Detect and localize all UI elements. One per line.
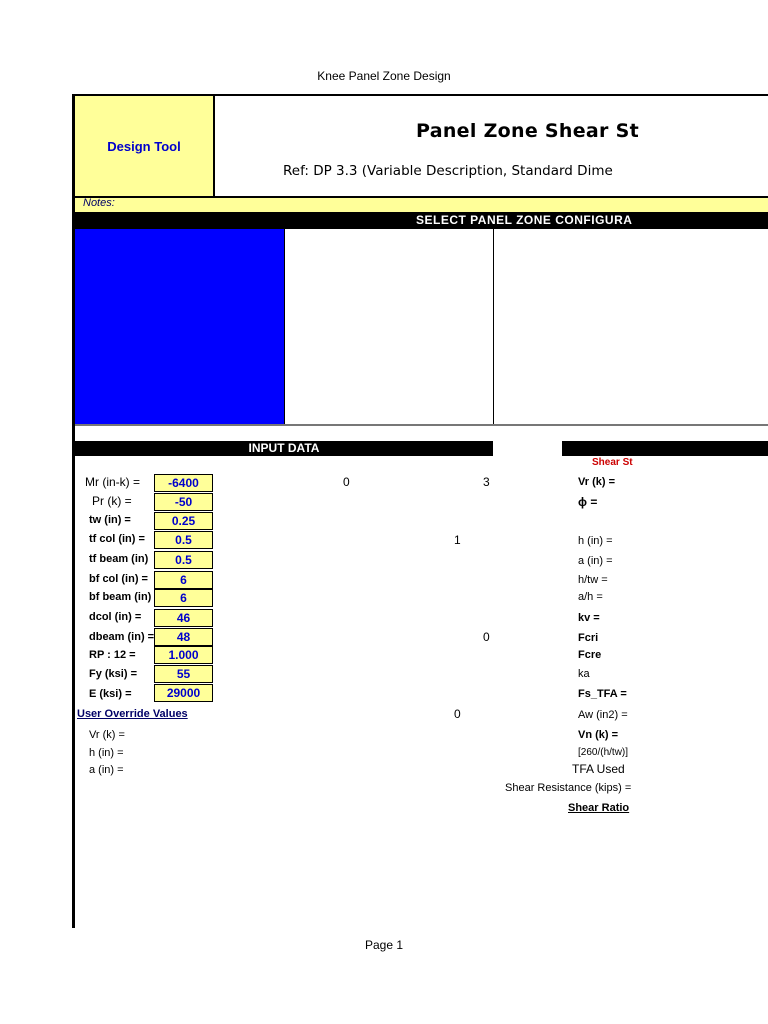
output-label: Aw (in2) = bbox=[578, 709, 628, 721]
input-label: tf beam (in) bbox=[89, 553, 149, 565]
output-label: a (in) = bbox=[578, 555, 613, 567]
input-label: RP : 12 = bbox=[89, 649, 136, 661]
input-cell-dcol[interactable]: 46 bbox=[154, 609, 213, 627]
output-label: Fcre bbox=[578, 649, 602, 661]
input-cell-rp[interactable]: 1.000 bbox=[154, 646, 213, 664]
input-label: E (ksi) = bbox=[89, 688, 132, 700]
output-label: [260/(h/tw)] bbox=[578, 747, 629, 758]
output-label: Vr (k) = bbox=[578, 476, 615, 488]
input-cell-dbeam[interactable]: 48 bbox=[154, 628, 213, 646]
output-label: a/h = bbox=[578, 591, 603, 603]
input-cell-pr[interactable]: -50 bbox=[154, 493, 213, 511]
output-label: ϕ = bbox=[578, 495, 598, 509]
output-label: TFA Used bbox=[572, 762, 625, 776]
input-cell-tf-col[interactable]: 0.5 bbox=[154, 531, 213, 549]
input-cell-bf-beam[interactable]: 6 bbox=[154, 589, 213, 607]
input-label: Fy (ksi) = bbox=[89, 668, 137, 680]
design-tool-label: Design Tool bbox=[107, 139, 181, 154]
calc-value: 3 bbox=[483, 475, 490, 489]
config-divider bbox=[284, 229, 285, 425]
output-label: h/tw = bbox=[578, 574, 608, 586]
config-bottom-rule bbox=[75, 424, 768, 426]
calc-value: 0 bbox=[454, 707, 461, 721]
input-label: dcol (in) = bbox=[89, 611, 142, 623]
input-cell-tw[interactable]: 0.25 bbox=[154, 512, 213, 530]
page-footer: Page 1 bbox=[364, 938, 404, 952]
output-label: h (in) = bbox=[578, 535, 613, 547]
input-header-label: INPUT DATA bbox=[248, 441, 320, 455]
output-label: Vn (k) = bbox=[578, 729, 619, 741]
input-label: bf col (in) = bbox=[89, 573, 148, 585]
notes-bar bbox=[75, 198, 768, 212]
input-label: bf beam (in) bbox=[89, 591, 152, 603]
input-label: Pr (k) = bbox=[92, 494, 132, 508]
override-title: User Override Values bbox=[77, 708, 188, 720]
reference-line: Ref: DP 3.3 (Variable Description, Standard Dime bbox=[283, 163, 613, 179]
input-cell-tf-beam[interactable]: 0.5 bbox=[154, 551, 213, 569]
config-option-selected[interactable] bbox=[75, 229, 284, 425]
calc-value: 0 bbox=[483, 630, 490, 644]
override-label: Vr (k) = bbox=[89, 729, 125, 741]
override-label: h (in) = bbox=[89, 747, 124, 759]
output-header-label: Shear St bbox=[592, 457, 633, 468]
output-label: ka bbox=[578, 668, 590, 680]
config-divider bbox=[493, 229, 494, 425]
input-cell-fy[interactable]: 55 bbox=[154, 665, 213, 683]
input-label: dbeam (in) = bbox=[89, 631, 155, 643]
calc-value: 1 bbox=[454, 533, 461, 547]
input-cell-bf-col[interactable]: 6 bbox=[154, 571, 213, 589]
shear-resistance-label: Shear Resistance (kips) = bbox=[505, 782, 632, 794]
notes-label: Notes: bbox=[83, 197, 115, 209]
input-label: tf col (in) = bbox=[89, 533, 145, 545]
page-header: Knee Panel Zone Design bbox=[317, 69, 451, 83]
output-label: Fs_TFA = bbox=[578, 688, 627, 700]
input-cell-e[interactable]: 29000 bbox=[154, 684, 213, 702]
output-label: kv = bbox=[578, 612, 600, 624]
output-header-bar bbox=[562, 441, 768, 456]
output-label: Fcri bbox=[578, 632, 599, 644]
input-cell-mr[interactable]: -6400 bbox=[154, 474, 213, 492]
input-label: tw (in) = bbox=[89, 514, 131, 526]
override-label: a (in) = bbox=[89, 764, 124, 776]
shear-ratio-label: Shear Ratio bbox=[568, 802, 630, 814]
config-header-label: SELECT PANEL ZONE CONFIGURA bbox=[416, 213, 633, 227]
input-label: Mr (in-k) = bbox=[85, 475, 140, 489]
calc-value: 0 bbox=[343, 475, 350, 489]
page-title: Panel Zone Shear St bbox=[416, 120, 640, 142]
